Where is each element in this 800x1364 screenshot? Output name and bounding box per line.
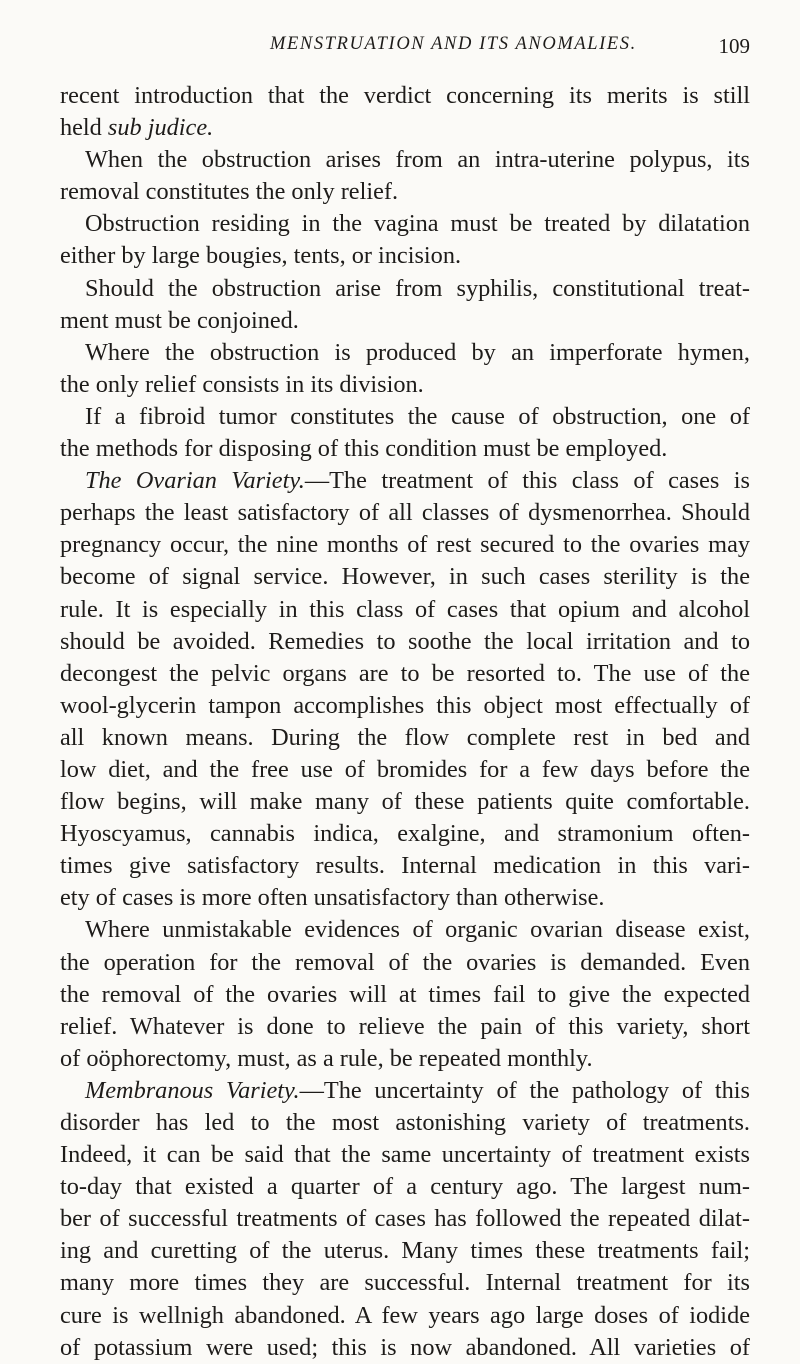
- text-line: rule. It is especially in this class of cases that opium and alcohol: [60, 595, 750, 623]
- text-line: Should the obstruction arise from syphilis, constitutional treat-: [85, 274, 750, 302]
- text-line: times give satisfactory results. Internal medication in this vari-: [60, 852, 750, 880]
- text-line: Where the obstruction is produced by an imperforate hymen,: [85, 338, 750, 366]
- text-line: If a fibroid tumor constitutes the cause of obstruction, one of: [85, 402, 750, 430]
- text-span: —The uncertainty of the pathology of this: [299, 1076, 751, 1104]
- text-line: Hyoscyamus, cannabis indica, exalgine, and stramonium often-: [60, 820, 750, 848]
- text-line: ment must be conjoined.: [60, 306, 299, 334]
- text-line: ing and curetting of the uterus. Many times these treatments fail;: [60, 1237, 750, 1265]
- text-line: become of signal service. However, in such cases sterility is the: [60, 563, 750, 591]
- text-line: of oöphorectomy, must, as a rule, be repeated monthly.: [60, 1044, 593, 1072]
- text-line: When the obstruction arises from an intra-uterine polypus, its: [85, 146, 750, 174]
- text-line: of potassium were used; this is now abandoned. All varieties of: [60, 1333, 750, 1361]
- text-line: the only relief consists in its division.: [60, 370, 424, 398]
- body-text: [60, 80, 750, 1364]
- text-line: removal constitutes the only relief.: [60, 178, 399, 206]
- text-line: the operation for the removal of the ovaries is demanded. Even: [60, 948, 750, 976]
- text-line: Indeed, it can be said that the same uncertainty of treatment exists: [60, 1141, 750, 1169]
- text-line: disorder has led to the most astonishing variety of treatments.: [60, 1109, 750, 1136]
- text-line: [60, 465, 750, 497]
- italic-latin-phrase: sub judice.: [107, 114, 214, 142]
- text-line: ety of cases is more often unsatisfactory than otherwise.: [60, 884, 605, 912]
- running-title: MENSTRUATION AND ITS ANOMALIES.: [270, 34, 637, 54]
- text-line: to-day that existed a quarter of a century ago. The largest num-: [60, 1173, 750, 1201]
- text-line: recent introduction that the verdict concerning its merits is still: [60, 82, 750, 109]
- text-span: held: [60, 114, 108, 142]
- running-head: [60, 34, 750, 64]
- text-line: perhaps the least satisfactory of all classes of dysmenorrhea. Should: [60, 499, 750, 527]
- text-line: decongest the pelvic organs are to be resorted to. The use of the: [60, 659, 750, 687]
- section-heading-ovarian: The Ovarian Variety.: [85, 467, 305, 495]
- text-line: Obstruction residing in the vagina must be treated by dilatation: [85, 210, 750, 238]
- page-number: 109: [718, 34, 750, 58]
- text-line: [60, 1075, 750, 1107]
- text-line: either by large bougies, tents, or incision.: [60, 242, 462, 270]
- text-line: many more times they are successful. Internal treatment for its: [60, 1269, 750, 1297]
- text-line: [60, 112, 750, 144]
- text-line: ber of successful treatments of cases has followed the repeated dilat-: [60, 1205, 750, 1233]
- text-line: flow begins, will make many of these patients quite comfortable.: [60, 788, 750, 816]
- text-line: all known means. During the flow complete rest in bed and: [60, 723, 750, 751]
- text-line: cure is wellnigh abandoned. A few years ago large doses of iodide: [60, 1301, 750, 1329]
- text-line: the methods for disposing of this condition must be employed.: [60, 435, 668, 463]
- text-line: low diet, and the free use of bromides for a few days before the: [60, 755, 750, 783]
- section-heading-membranous: Membranous Variety.: [85, 1076, 300, 1104]
- text-line: the removal of the ovaries will at times fail to give the expected: [60, 980, 750, 1008]
- text-line: pregnancy occur, the nine months of rest secured to the ovaries may: [60, 531, 750, 559]
- text-line: wool-glycerin tampon accomplishes this object most effectually of: [60, 691, 750, 719]
- text-span: —The treatment of this class of cases is: [304, 467, 750, 495]
- text-line: Where unmistakable evidences of organic ovarian disease exist,: [85, 916, 750, 944]
- text-line: relief. Whatever is done to relieve the pain of this variety, short: [60, 1012, 750, 1040]
- text-line: should be avoided. Remedies to soothe the local irritation and to: [60, 627, 750, 655]
